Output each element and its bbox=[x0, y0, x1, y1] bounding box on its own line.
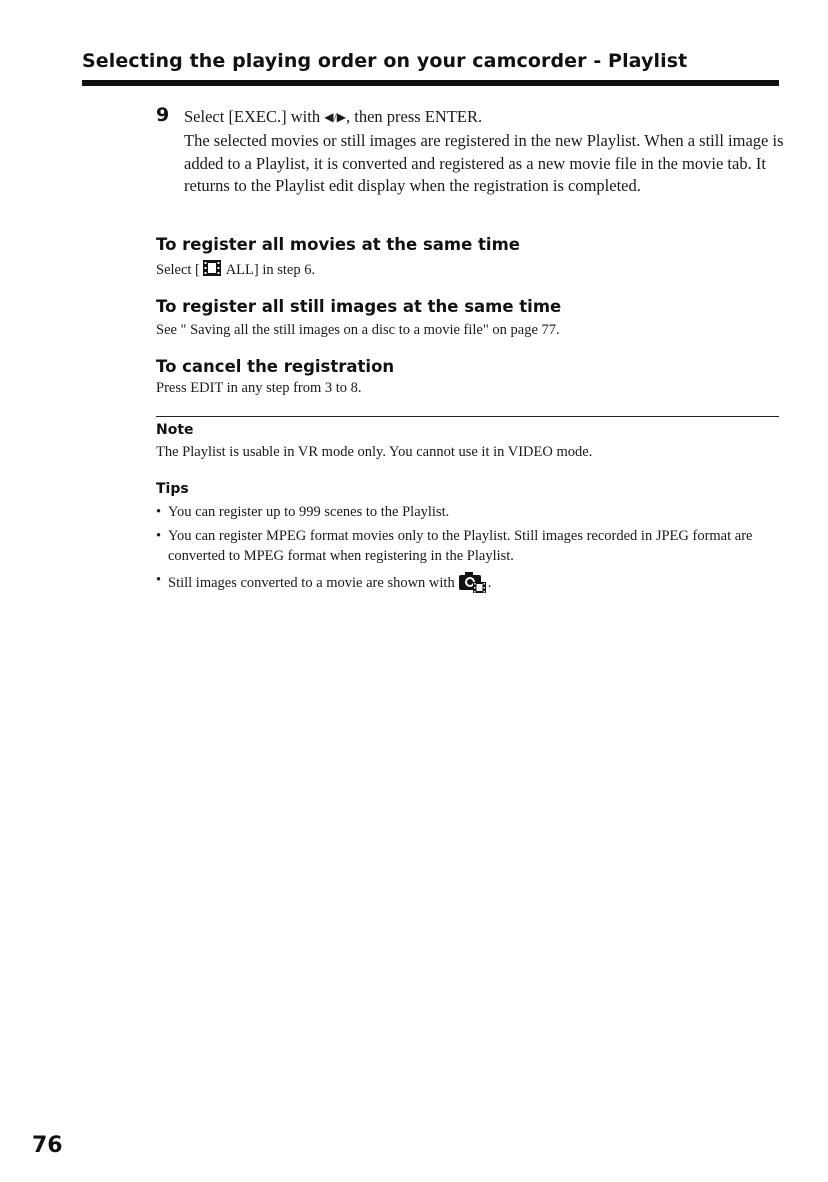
tips-list bbox=[156, 502, 776, 604]
tip-item-text: Still images converted to a movie are shown with bbox=[168, 575, 455, 591]
register-all-movies-text-post: ALL] in step 6. bbox=[222, 262, 316, 278]
heading-cancel-registration: To cancel the registration bbox=[156, 357, 395, 376]
tip-item: • You can register MPEG format movies only to the Playlist. Still images recorded in JPEG format are converted to MPEG format when registering in the Playlist. bbox=[156, 526, 776, 566]
tips-label: Tips bbox=[156, 481, 189, 497]
register-all-movies-text bbox=[156, 259, 776, 283]
step-instruction-post: , then press ENTER. bbox=[346, 107, 483, 126]
note-label: Note bbox=[156, 422, 194, 438]
film-strip-icon bbox=[202, 259, 222, 283]
tip-item-with-icon bbox=[156, 570, 776, 600]
heading-register-all-movies: To register all movies at the same time bbox=[156, 235, 520, 254]
register-all-stills-text: See " Saving all the still images on a disc to a movie file" on page 77. bbox=[156, 322, 560, 338]
register-all-movies-text-pre: Select [ bbox=[156, 262, 200, 278]
step-instruction bbox=[184, 106, 784, 128]
camera-movie-icon bbox=[458, 570, 488, 600]
tip-item-suffix: . bbox=[487, 575, 492, 591]
title-rule bbox=[82, 80, 779, 86]
section-divider bbox=[156, 416, 779, 417]
page-number: 76 bbox=[32, 1133, 63, 1158]
page-title: Selecting the playing order on your camcorder - Playlist bbox=[82, 50, 688, 72]
left-right-arrows-icon: ◀/▶ bbox=[324, 110, 347, 124]
note-text: The Playlist is usable in VR mode only. You cannot use it in VIDEO mode. bbox=[156, 444, 593, 460]
step-instruction-pre: Select [EXEC.] with bbox=[184, 107, 325, 126]
step-description: The selected movies or still images are registered in the new Playlist. When a still image is added to a Playlist, it is converted and registered as a new movie file in the movie tab. It returns to the Playlist edit display when the registration is completed. bbox=[184, 131, 784, 195]
step-number: 9 bbox=[156, 104, 170, 126]
heading-register-all-stills: To register all still images at the same time bbox=[156, 297, 562, 316]
tip-item: • You can register up to 999 scenes to the Playlist. bbox=[156, 502, 776, 522]
cancel-registration-text: Press EDIT in any step from 3 to 8. bbox=[156, 380, 362, 396]
